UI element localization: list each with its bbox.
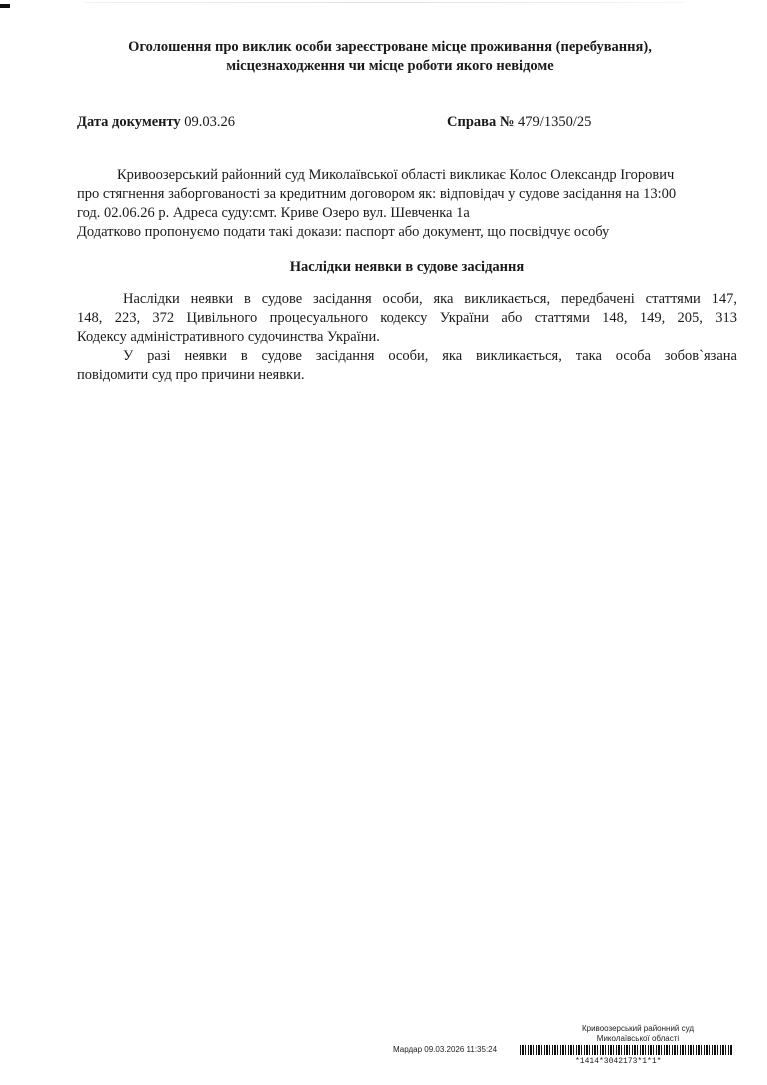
consequences-paragraph: [77, 290, 737, 347]
case-label: Справа №: [447, 114, 515, 130]
court-name: Кривоозерський районний суд: [581, 1024, 695, 1033]
case-number: [447, 113, 591, 132]
scan-corner-mark: [0, 4, 10, 8]
summons-line: про стягнення заборгованості за кредитним договором як: відповідач у судове засідання на 13:00: [77, 186, 677, 202]
section-heading: Наслідки неявки в судове засідання: [289, 259, 525, 275]
notice-line: У разі неявки в судове засідання особи, яка викликається, така особа зобов`язана: [123, 348, 737, 364]
document-date: [77, 113, 235, 132]
document-title: [60, 38, 720, 76]
consequences-line: 148, 223, 372 Цивільного процесуального кодексу України або статтями 148, 149, 205, 313: [77, 310, 737, 326]
court-stamp: [563, 1024, 713, 1044]
barcode-number: *1414*3042173*1*1*: [575, 1057, 662, 1066]
title-line-1: Оголошення про виклик особи зареєстроване місце проживання (перебування),: [128, 39, 652, 55]
notice-line: повідомити суд про причини неявки.: [77, 367, 305, 383]
case-value: 479/1350/25: [518, 114, 592, 130]
date-value: 09.03.26: [184, 114, 236, 130]
scan-artifact-line: [85, 2, 685, 3]
title-line-2: місцезнаходження чи місце роботи якого невідоме: [226, 58, 554, 74]
notice-paragraph: [77, 347, 737, 385]
summons-line: Додатково пропонуємо подати такі докази: паспорт або документ, що посвідчує особу: [77, 224, 610, 240]
summons-line: год. 02.06.26 р. Адреса суду:смт. Криве Озеро вул. Шевченка 1а: [77, 205, 470, 221]
summons-line: Кривоозерський районний суд Миколаївської області викликає Колос Олександр Ігорович: [117, 167, 675, 183]
court-region: Миколаївської області: [596, 1034, 680, 1043]
signer-timestamp: Мардар 09.03.2026 11:35:24: [393, 1045, 498, 1054]
consequences-line: Кодексу адміністративного судочинства України.: [77, 329, 380, 345]
consequences-line: Наслідки неявки в судове засідання особи, яка викликається, передбачені статтями 147,: [123, 291, 737, 307]
summons-paragraph: [77, 166, 737, 242]
barcode: [520, 1045, 732, 1055]
date-label: Дата документу: [77, 114, 181, 130]
